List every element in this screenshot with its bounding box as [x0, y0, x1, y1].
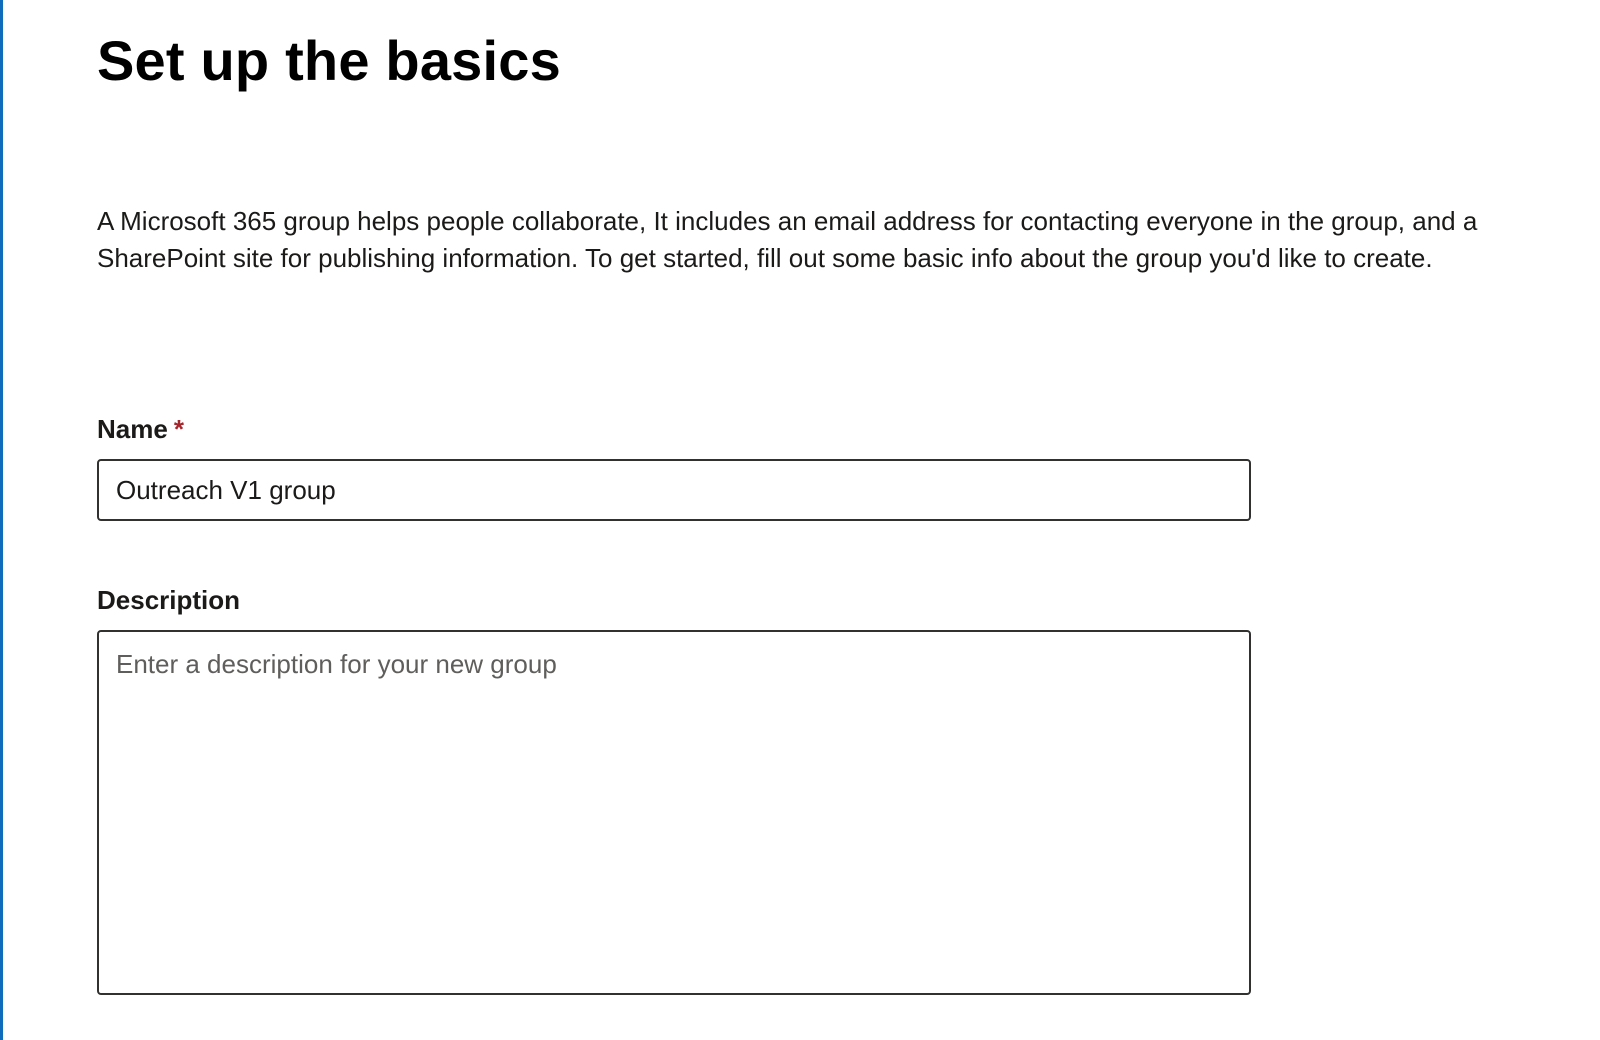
- name-label-text: Name: [97, 414, 168, 444]
- description-textarea[interactable]: [97, 630, 1251, 995]
- required-marker: *: [173, 414, 184, 444]
- window-edge: [0, 0, 3, 1040]
- name-label: [97, 414, 184, 445]
- page-title: Set up the basics: [97, 29, 561, 92]
- name-input[interactable]: [97, 459, 1251, 521]
- intro-description: A Microsoft 365 group helps people collaborate, It includes an email address for contacting everyone in the group, and a SharePoint site for publishing information. To get started, fill out some basic info about the group you'd like to create.: [97, 206, 1478, 273]
- description-label: Description: [97, 585, 241, 615]
